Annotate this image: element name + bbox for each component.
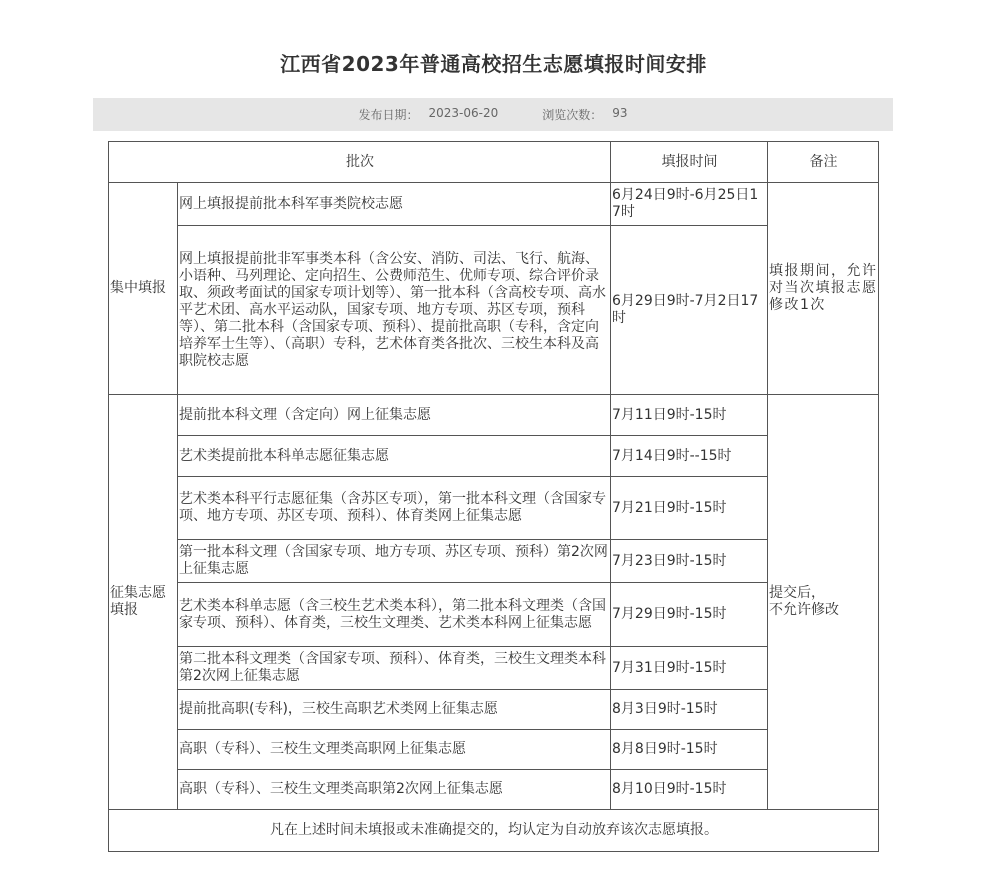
- remark-line: 不允许修改: [769, 602, 839, 618]
- time-cell: 7月23日9时-15时: [611, 540, 768, 583]
- view-count-label: 浏览次数：: [542, 108, 603, 122]
- time-cell: 8月10日9时-15时: [611, 770, 768, 810]
- table-row: [109, 477, 879, 540]
- view-count-value: 93: [612, 106, 628, 120]
- schedule-table: [108, 141, 879, 852]
- batch-cell: 提前批高职(专科)，三校生高职艺术类网上征集志愿: [178, 690, 611, 730]
- batch-cell: 高职（专科）、三校生文理类高职网上征集志愿: [178, 730, 611, 770]
- header-time: 填报时间: [611, 142, 768, 183]
- table-row: [109, 690, 879, 730]
- table-row: [109, 583, 879, 647]
- footer-note: 凡在上述时间未填报或未准确提交的，均认定为自动放弃该次志愿填报。: [109, 810, 879, 852]
- group-name: 征集志愿填报: [109, 395, 178, 810]
- table-row: [109, 183, 879, 226]
- table-row: [109, 540, 879, 583]
- table-row: [109, 730, 879, 770]
- header-remark: 备注: [768, 142, 879, 183]
- time-cell: 6月24日9时-6月25日17时: [611, 183, 768, 226]
- table-row: [109, 770, 879, 810]
- group-name: 集中填报: [109, 183, 178, 395]
- batch-cell: 提前批本科文理（含定向）网上征集志愿: [178, 395, 611, 436]
- time-cell: 8月8日9时-15时: [611, 730, 768, 770]
- remark-cell: [768, 395, 879, 810]
- batch-cell: 艺术类提前批本科单志愿征集志愿: [178, 436, 611, 477]
- publish-date-value: 2023-06-20: [428, 106, 499, 120]
- table-footer-row: [109, 810, 879, 852]
- batch-cell: 网上填报提前批非军事类本科（含公安、消防、司法、飞行、航海、小语种、马列理论、定向招生、公费师范生、优师专项、综合评价录取、须政考面试的国家专项计划等）、第一批本科（含高校专项、高水平艺术团、高水平运动队，国家专项、地方专项、苏区专项，预科等）、第二批本科（含国家专项、预科）、提前批高职（专科，含定向培养军士生等）、（高职）专科，艺术体育类各批次、三校生本科及高职院校志愿: [178, 226, 611, 395]
- batch-cell: 第二批本科文理类（含国家专项、预科）、体育类，三校生文理类本科第2次网上征集志愿: [178, 647, 611, 690]
- time-cell: 6月29日9时-7月2日17时: [611, 226, 768, 395]
- page-title: 江西省2023年普通高校招生志愿填报时间安排: [280, 52, 707, 76]
- remark-cell: 填报期间，允许对当次填报志愿修改1次: [768, 183, 879, 395]
- time-cell: 7月14日9时--15时: [611, 436, 768, 477]
- batch-cell: 艺术类本科平行志愿征集（含苏区专项），第一批本科文理（含国家专项、地方专项、苏区专项、预科）、体育类网上征集志愿: [178, 477, 611, 540]
- table-row: [109, 647, 879, 690]
- batch-cell: 网上填报提前批本科军事类院校志愿: [178, 183, 611, 226]
- header-batch: 批次: [109, 142, 611, 183]
- time-cell: 7月11日9时-15时: [611, 395, 768, 436]
- table-row: [109, 436, 879, 477]
- time-cell: 7月21日9时-15时: [611, 477, 768, 540]
- table-header-row: [109, 142, 879, 183]
- time-cell: 7月29日9时-15时: [611, 583, 768, 647]
- batch-cell: 第一批本科文理（含国家专项、地方专项、苏区专项、预科）第2次网上征集志愿: [178, 540, 611, 583]
- remark-line: 提交后，: [769, 585, 825, 601]
- time-cell: 8月3日9时-15时: [611, 690, 768, 730]
- batch-cell: 艺术类本科单志愿（含三校生艺术类本科），第二批本科文理类（含国家专项、预科）、体育类，三校生文理类、艺术类本科网上征集志愿: [178, 583, 611, 647]
- table-row: [109, 395, 879, 436]
- time-cell: 7月31日9时-15时: [611, 647, 768, 690]
- meta-bar: [93, 98, 893, 131]
- publish-date-label: 发布日期：: [358, 108, 419, 122]
- batch-cell: 高职（专科）、三校生文理类高职第2次网上征集志愿: [178, 770, 611, 810]
- table-row: [109, 226, 879, 395]
